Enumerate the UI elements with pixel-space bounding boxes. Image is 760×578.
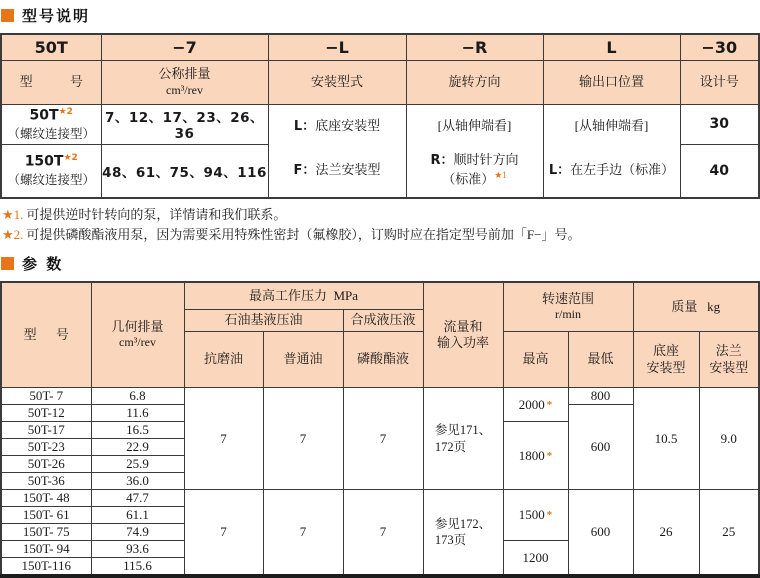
model-cell: 50T-36: [1, 473, 91, 490]
displacement-cell: 25.9: [91, 456, 184, 473]
model-cell: 50T-12: [1, 405, 91, 422]
parameters-table: [0, 281, 760, 578]
footnote-ref-star2: ★2: [59, 107, 73, 117]
displacement-values-150T: 48、61、75、94、116: [101, 145, 268, 198]
model-cell: 150T- 75: [1, 524, 91, 541]
speed-max-cell: 1800 *: [503, 422, 568, 490]
displacement-cell: 6.8: [91, 388, 184, 405]
model-row-50T: [1, 104, 759, 145]
footnote-1-marker: ★1.: [2, 207, 23, 222]
hdr-synthetic-fluid: 合成液压液: [343, 310, 423, 332]
model-name: $50T^{★2}$: [2, 107, 101, 124]
label-displacement-unit: cm³/rev: [102, 83, 268, 98]
design-number-30: 30: [680, 104, 759, 145]
hdr-antiwear-oil: 抗磨油: [184, 332, 263, 388]
displacement-cell: 93.6: [91, 541, 184, 558]
asterisk-note-icon: *: [547, 450, 553, 462]
hdr-foot-mount: 底座 安装型: [633, 332, 699, 388]
code-outlet: L: [543, 34, 680, 60]
speed-max-cell: 2000 *: [503, 388, 568, 422]
hdr-flange-mount: 法兰 安装型: [699, 332, 759, 388]
label-outlet: 输出口位置: [543, 60, 680, 104]
footnote-2-text: 可提供磷酸酯液用泵，因为需要采用特殊性密封（氟橡胶），订购时应在指定型号前加「F−」号。: [26, 227, 580, 242]
code-displacement: −7: [101, 34, 268, 60]
model-cell: 50T-26: [1, 456, 91, 473]
footnote-2: [2, 225, 758, 245]
rotation-view-note: [从轴伸端看]: [407, 105, 543, 145]
displacement-cell: 74.9: [91, 524, 184, 541]
model-cell: 50T-23: [1, 439, 91, 456]
outlet-cell: [543, 104, 680, 198]
displacement-cell: 36.0: [91, 473, 184, 490]
speed-max-cell: 1500 *: [503, 490, 568, 541]
flow-power-reference: 参见172、 173页: [423, 490, 503, 577]
model-cell: 150T-116: [1, 558, 91, 577]
antiwear-pressure: 7: [184, 490, 263, 577]
footnote-1: [2, 205, 758, 225]
displacement-cell: 47.7: [91, 490, 184, 507]
design-number-40: 40: [680, 145, 759, 198]
hdr-model: 型 号: [1, 282, 91, 388]
table-row: [1, 388, 759, 405]
hdr-petroleum-oil: 石油基液压油: [184, 310, 343, 332]
model-cell: 150T- 61: [1, 507, 91, 524]
model-code-table: [0, 33, 760, 199]
parameters-header: [1, 282, 759, 388]
code-design: −30: [680, 34, 759, 60]
speed-min-cell: 600: [568, 405, 633, 490]
model-cell: 150T- 94: [1, 541, 91, 558]
rotation-cell: [406, 104, 543, 198]
hdr-flow-power: 流量和 输入功率: [423, 282, 503, 388]
table-row: [1, 490, 759, 507]
speed-min-cell: 800: [568, 388, 633, 405]
model-cell: 50T- 7: [1, 388, 91, 405]
displacement-cell: 16.5: [91, 422, 184, 439]
label-design: 设计号: [680, 60, 759, 104]
hdr-ordinary-oil: 普通油: [263, 332, 343, 388]
displacement-cell: 22.9: [91, 439, 184, 456]
displacement-cell: 61.1: [91, 507, 184, 524]
phosphate-pressure: 7: [343, 388, 423, 490]
outlet-option-L: L：在左手边（标准）: [544, 145, 680, 197]
mounting-cell: [268, 104, 406, 198]
code-row: [1, 34, 759, 60]
ordinary-pressure: 7: [263, 490, 343, 577]
section-title-text: 参 数: [22, 253, 63, 274]
model-subtitle: （螺纹连接型）: [2, 170, 101, 188]
section-title-model-code: [1, 5, 758, 26]
label-displacement: [101, 60, 268, 104]
group-50T: [1, 388, 759, 490]
mounting-option-F: F：法兰安装型: [269, 145, 406, 197]
speed-min-cell: 600: [568, 490, 633, 577]
label-mounting: 安装型式: [268, 60, 406, 104]
speed-max-cell: 1200: [503, 541, 568, 577]
outlet-view-note: [从轴伸端看]: [544, 105, 680, 145]
label-model: 型 号: [1, 60, 101, 104]
mass-foot-cell: 10.5: [633, 388, 699, 490]
section-title-parameters: [1, 253, 758, 274]
flow-power-reference: 参见171、 172页: [423, 388, 503, 490]
orange-square-bullet-icon: [1, 257, 14, 270]
label-rotation: 旋转方向: [406, 60, 543, 104]
footnote-ref-star2: ★2: [63, 153, 77, 163]
model-subtitle: （螺纹连接型）: [2, 124, 101, 142]
ordinary-pressure: 7: [263, 388, 343, 490]
model-cell-150T: [1, 145, 101, 198]
hdr-speed-min: 最低: [568, 332, 633, 388]
hdr-speed-max: 最高: [503, 332, 568, 388]
orange-square-bullet-icon: [1, 9, 14, 22]
hdr-max-pressure: 最高工作压力 MPa: [184, 282, 423, 310]
hdr-phosphate-fluid: 磷酸酯液: [343, 332, 423, 388]
footnote-2-marker: ★2.: [2, 227, 23, 242]
displacement-values-50T: 7、12、17、23、26、36: [101, 104, 268, 145]
code-model: 50T: [1, 34, 101, 60]
mounting-option-L: L： 底座安装型: [269, 105, 406, 145]
displacement-cell: 11.6: [91, 405, 184, 422]
model-cell-50T: [1, 104, 101, 145]
label-row: [1, 60, 759, 104]
model-cell: 150T- 48: [1, 490, 91, 507]
label-displacement-text: 公称排量: [102, 66, 268, 82]
antiwear-pressure: 7: [184, 388, 263, 490]
hdr-displacement: 几何排量 cm³/rev: [91, 282, 184, 388]
footnotes: [2, 205, 758, 245]
footnote-ref-star1: ★1: [494, 170, 507, 180]
code-rotation: −R: [406, 34, 543, 60]
hdr-mass: 质量 kg: [633, 282, 759, 332]
displacement-cell: 115.6: [91, 558, 184, 577]
model-name: $150T^{★2}$: [2, 153, 101, 170]
asterisk-note-icon: *: [547, 509, 553, 521]
mass-flange-cell: 25: [699, 490, 759, 577]
mass-flange-cell: 9.0: [699, 388, 759, 490]
section-title-text: 型号说明: [22, 5, 90, 26]
code-mounting: −L: [268, 34, 406, 60]
group-150T: [1, 490, 759, 577]
model-cell: 50T-17: [1, 422, 91, 439]
hdr-speed-range: 转速范围 r/min: [503, 282, 633, 332]
rotation-option-R: R：顺时针方向 （标准）$^{★1}$: [407, 145, 543, 197]
footnote-1-text: 可提供逆时针转向的泵，详情请和我们联系。: [26, 207, 286, 222]
mass-foot-cell: 26: [633, 490, 699, 577]
phosphate-pressure: 7: [343, 490, 423, 577]
asterisk-note-icon: *: [547, 399, 553, 411]
